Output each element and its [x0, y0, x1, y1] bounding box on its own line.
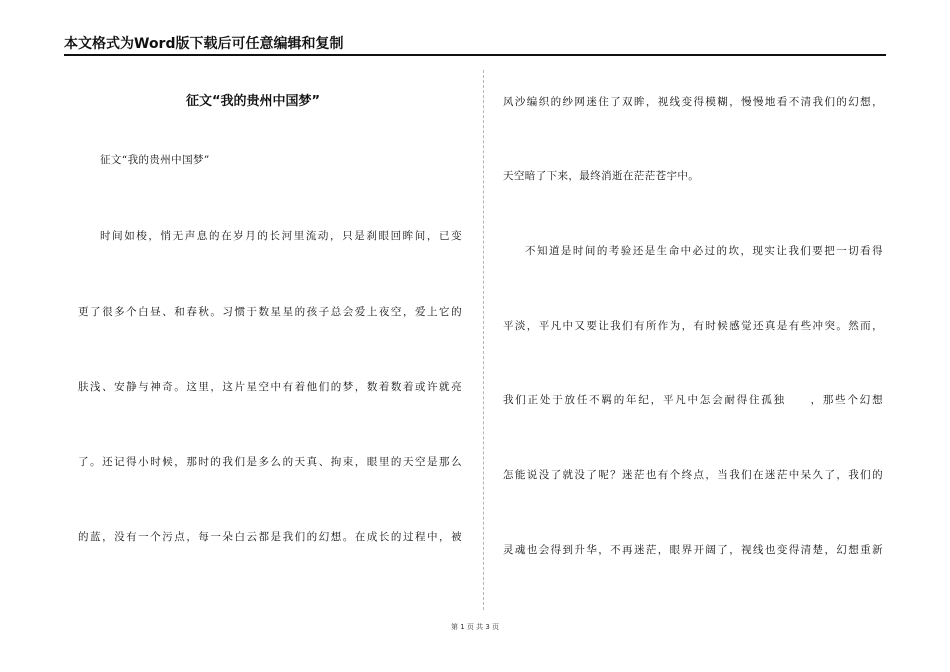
document-header: 本文格式为Word版下载后可任意编辑和复制	[64, 36, 344, 52]
page-number: 第 1 页 共 3 页	[450, 623, 500, 631]
paragraph-line: 平淡，平凡中又要让我们有所作为，有时候感觉还真是有些冲突。然而，	[503, 320, 883, 332]
paragraph-line: 更了很多个白昼、和春秋。习惯于数星星的孩子总会爱上夜空，爱上它的	[78, 306, 462, 318]
paragraph-line: 征文“我的贵州中国梦”	[100, 154, 210, 166]
left-column	[78, 70, 462, 610]
paragraph-line: 了。还记得小时候，那时的我们是多么的天真、拘束，眼里的天空是那么	[78, 456, 462, 468]
paragraph-line: 灵魂也会得到升华，不再迷茫，眼界开阔了，视线也变得清楚，幻想重新	[503, 544, 883, 556]
paragraph-line: 怎能说没了就没了呢？迷茫也有个终点，当我们在迷茫中呆久了，我们的	[503, 469, 883, 481]
paragraph-line: 天空暗了下来，最终消逝在茫茫苍宇中。	[503, 170, 700, 182]
paragraph-line: 肤浅、安静与神奇。这里，这片星空中有着他们的梦，数着数着或许就亮	[78, 381, 462, 393]
right-column	[503, 70, 883, 610]
paragraph-line: 风沙编织的纱网迷住了双眸，视线变得模糊，慢慢地看不清我们的幻想，	[503, 96, 883, 108]
paragraph-line: 时间如梭，悄无声息的在岁月的长河里流动，只是刹眼回眸间，已变	[100, 230, 462, 242]
paragraph-line: 的蓝，没有一个污点，每一朵白云都是我们的幻想。在成长的过程中，被	[78, 531, 462, 543]
paragraph-line: 我们正处于放任不羁的年纪，平凡中怎会耐得住孤独 ，那些个幻想	[503, 394, 883, 406]
header-rule	[64, 54, 886, 56]
document-title: 征文“我的贵州中国梦”	[186, 94, 321, 109]
column-divider	[483, 70, 484, 610]
paragraph-line: 不知道是时间的考验还是生命中必过的坎，现实让我们要把一切看得	[525, 245, 883, 257]
